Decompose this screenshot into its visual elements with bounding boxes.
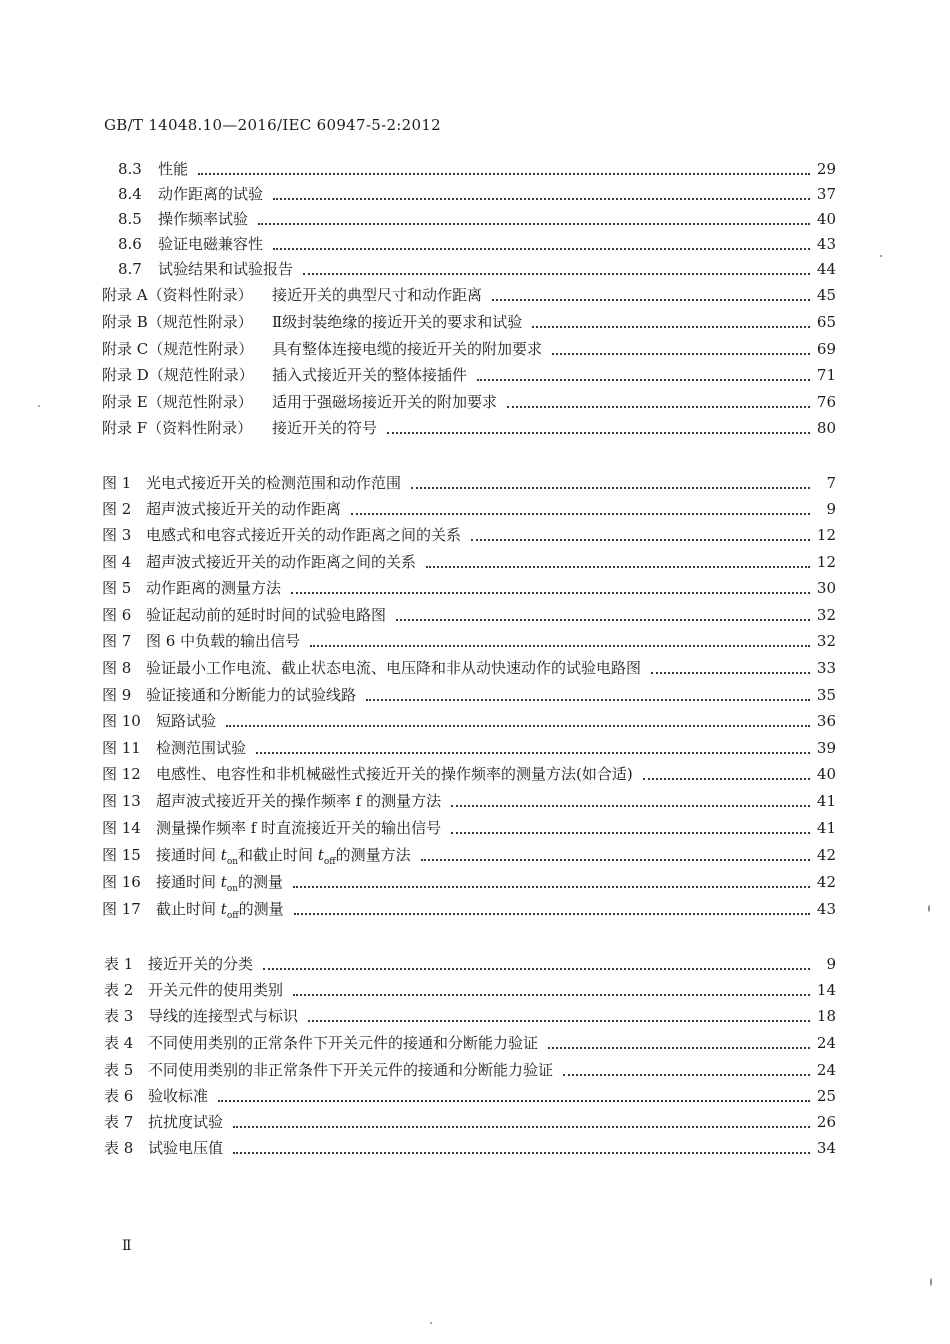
- toc-entry[interactable]: [102, 524, 836, 546]
- dot-leader: [477, 379, 810, 381]
- dot-leader: [492, 299, 810, 301]
- entry-number: 8.6: [118, 235, 142, 253]
- entry-page: 29: [816, 160, 836, 178]
- toc-entry[interactable]: [102, 311, 836, 333]
- entry-page: 25: [816, 1087, 836, 1105]
- dot-leader: [233, 1126, 810, 1128]
- entry-number: 图 8: [102, 659, 132, 677]
- dot-leader: [273, 248, 810, 250]
- dot-leader: [451, 805, 810, 807]
- dot-leader: [563, 1074, 810, 1076]
- dot-leader: [426, 566, 810, 568]
- dot-leader: [263, 968, 810, 970]
- dot-leader: [294, 913, 810, 915]
- entry-number: 表 6: [104, 1087, 134, 1105]
- toc-entry[interactable]: [102, 657, 836, 679]
- scan-speck: [880, 255, 882, 257]
- entry-title: 截止时间 $t_{off}$的测量: [156, 900, 284, 921]
- entry-page: 18: [816, 1007, 836, 1025]
- entry-number: 图 3: [102, 526, 132, 544]
- dot-leader: [218, 1100, 810, 1102]
- entry-number: 图 4: [102, 553, 132, 571]
- entry-title: 验证接通和分断能力的试验线路: [146, 686, 357, 704]
- entry-number: 附录 C（规范性附录）: [102, 340, 254, 358]
- entry-title: 接近开关的典型尺寸和动作距离: [272, 286, 483, 304]
- entry-number: 附录 D（规范性附录）: [102, 366, 254, 384]
- entry-page: 24: [816, 1061, 836, 1079]
- entry-page: 7: [826, 474, 836, 492]
- dot-leader: [396, 619, 810, 621]
- entry-title: 验收标准: [148, 1087, 209, 1105]
- entry-number: 8.4: [118, 185, 142, 203]
- entry-page: 9: [826, 955, 836, 973]
- page-number-footer: Ⅱ: [122, 1238, 132, 1254]
- entry-page: 14: [816, 981, 836, 999]
- dot-leader: [291, 592, 810, 594]
- toc-entry[interactable]: [118, 158, 836, 180]
- toc-entry[interactable]: [102, 472, 836, 494]
- dot-leader: [421, 859, 810, 861]
- entry-page: 80: [816, 419, 836, 437]
- scan-speck: [928, 905, 930, 912]
- entry-title: 电感式和电容式接近开关的动作距离之间的关系: [146, 526, 462, 544]
- entry-title: 验证最小工作电流、截止状态电流、电压降和非从动快速动作的试验电路图: [146, 659, 642, 677]
- time-symbol: t: [220, 900, 227, 918]
- dot-leader: [310, 645, 810, 647]
- entry-title: 性能: [158, 160, 189, 178]
- entry-page: 39: [816, 739, 836, 757]
- entry-page: 45: [816, 286, 836, 304]
- entry-number: 表 2: [104, 981, 134, 999]
- toc-entry[interactable]: [102, 604, 836, 626]
- time-symbol: t: [317, 846, 324, 864]
- entry-page: 12: [816, 526, 836, 544]
- entry-title: 具有整体连接电缆的接近开关的附加要求: [272, 340, 543, 358]
- toc-entry[interactable]: [102, 417, 836, 439]
- entry-title: 不同使用类别的正常条件下开关元件的接通和分断能力验证: [148, 1034, 539, 1052]
- dot-leader: [532, 326, 810, 328]
- entry-title: 电感性、电容性和非机械磁性式接近开关的操作频率的测量方法(如合适): [156, 765, 633, 783]
- toc-entry[interactable]: [104, 979, 836, 1001]
- entry-page: 32: [816, 632, 836, 650]
- toc-entry[interactable]: [102, 844, 836, 866]
- toc-entry[interactable]: [102, 338, 836, 360]
- dot-leader: [233, 1152, 810, 1154]
- toc-entry[interactable]: [102, 790, 836, 812]
- entry-page: 76: [816, 393, 836, 411]
- dot-leader: [471, 539, 810, 541]
- dot-leader: [507, 406, 810, 408]
- toc-entry[interactable]: [118, 233, 836, 255]
- entry-number: 表 7: [104, 1113, 134, 1131]
- entry-number: 表 8: [104, 1139, 134, 1157]
- entry-page: 32: [816, 606, 836, 624]
- entry-page: 30: [816, 579, 836, 597]
- entry-number: 图 16: [102, 873, 141, 891]
- toc-entry[interactable]: [104, 1137, 836, 1159]
- dot-leader: [451, 832, 810, 834]
- dot-leader: [256, 752, 810, 754]
- time-symbol: t: [220, 873, 227, 891]
- entry-title: 验证起动前的延时时间的试验电路图: [146, 606, 387, 624]
- dot-leader: [643, 778, 810, 780]
- entry-title: 操作频率试验: [158, 210, 249, 228]
- entry-number: 表 4: [104, 1034, 134, 1052]
- standard-header: GB/T 14048.10—2016/IEC 60947-5-2:2012: [104, 116, 442, 134]
- entry-page: 36: [816, 712, 836, 730]
- entry-title: 接近开关的符号: [272, 419, 378, 437]
- entry-title: 超声波式接近开关的操作频率 f 的测量方法: [156, 792, 442, 810]
- entry-number: 附录 A（资料性附录）: [102, 286, 253, 304]
- entry-page: 34: [816, 1139, 836, 1157]
- dot-leader: [351, 513, 810, 515]
- entry-title: 开关元件的使用类别: [148, 981, 284, 999]
- entry-page: 65: [816, 313, 836, 331]
- entry-title: 超声波式接近开关的动作距离: [146, 500, 342, 518]
- entry-number: 图 5: [102, 579, 132, 597]
- toc-entry[interactable]: [102, 710, 836, 732]
- dot-leader: [366, 699, 810, 701]
- entry-number: 附录 F（资料性附录）: [102, 419, 253, 437]
- toc-entry[interactable]: [102, 763, 836, 785]
- entry-title: Ⅱ级封装绝缘的接近开关的要求和试验: [272, 313, 523, 331]
- toc-entry[interactable]: [102, 817, 836, 839]
- entry-title: 导线的连接型式与标识: [148, 1007, 299, 1025]
- toc-entry[interactable]: [102, 737, 836, 759]
- dot-leader: [387, 432, 810, 434]
- entry-page: 43: [816, 235, 836, 253]
- dot-leader: [303, 273, 810, 275]
- entry-title: 测量操作频率 f 时直流接近开关的输出信号: [156, 819, 442, 837]
- entry-title: 适用于强磁场接近开关的附加要求: [272, 393, 498, 411]
- entry-number: 8.5: [118, 210, 142, 228]
- dot-leader: [411, 487, 810, 489]
- entry-title: 插入式接近开关的整体接插件: [272, 366, 468, 384]
- toc-entry[interactable]: [118, 208, 836, 230]
- entry-number: 图 9: [102, 686, 132, 704]
- entry-page: 26: [816, 1113, 836, 1131]
- dot-leader: [293, 886, 810, 888]
- entry-title: 抗扰度试验: [148, 1113, 224, 1131]
- dot-leader: [273, 198, 810, 200]
- entry-title: 接通时间 $t_{on}$的测量: [156, 873, 284, 894]
- dot-leader: [552, 353, 810, 355]
- entry-title: 接通时间 $t_{on}$和截止时间 $t_{off}$的测量方法: [156, 846, 411, 867]
- entry-page: 40: [816, 210, 836, 228]
- toc-entry[interactable]: [102, 498, 836, 520]
- entry-number: 8.3: [118, 160, 142, 178]
- entry-page: 42: [816, 873, 836, 891]
- entry-page: 44: [816, 260, 836, 278]
- toc-entry[interactable]: [104, 1111, 836, 1133]
- entry-number: 图 10: [102, 712, 141, 730]
- scan-speck: [430, 1322, 432, 1324]
- toc-entry[interactable]: [102, 630, 836, 652]
- toc-entry[interactable]: [102, 898, 836, 920]
- toc-entry[interactable]: [102, 551, 836, 573]
- entry-title: 动作距离的测量方法: [146, 579, 282, 597]
- entry-number: 图 15: [102, 846, 141, 864]
- entry-page: 33: [816, 659, 836, 677]
- toc-entry[interactable]: [102, 577, 836, 599]
- dot-leader: [198, 173, 810, 175]
- toc-entry[interactable]: [118, 183, 836, 205]
- entry-page: 69: [816, 340, 836, 358]
- toc-entry[interactable]: [102, 364, 836, 386]
- scan-speck: [930, 1278, 932, 1286]
- toc-entry[interactable]: [102, 871, 836, 893]
- entry-page: 71: [816, 366, 836, 384]
- toc-entry[interactable]: [104, 1059, 836, 1081]
- entry-title: 验证电磁兼容性: [158, 235, 264, 253]
- entry-title: 超声波式接近开关的动作距离之间的关系: [146, 553, 417, 571]
- entry-title: 检测范围试验: [156, 739, 247, 757]
- entry-page: 40: [816, 765, 836, 783]
- entry-number: 表 3: [104, 1007, 134, 1025]
- entry-number: 图 6: [102, 606, 132, 624]
- entry-title: 试验电压值: [148, 1139, 224, 1157]
- dot-leader: [548, 1047, 810, 1049]
- entry-number: 图 14: [102, 819, 141, 837]
- toc-entry[interactable]: [102, 391, 836, 413]
- entry-number: 图 17: [102, 900, 141, 918]
- entry-number: 图 1: [102, 474, 132, 492]
- toc-entry[interactable]: [104, 1032, 836, 1054]
- entry-title: 试验结果和试验报告: [158, 260, 294, 278]
- entry-page: 24: [816, 1034, 836, 1052]
- toc-entry[interactable]: [104, 953, 836, 975]
- entry-number: 图 2: [102, 500, 132, 518]
- toc-entry[interactable]: [104, 1005, 836, 1027]
- entry-page: 42: [816, 846, 836, 864]
- toc-entry[interactable]: [102, 284, 836, 306]
- toc-entry[interactable]: [118, 258, 836, 280]
- entry-number: 图 7: [102, 632, 132, 650]
- entry-title: 光电式接近开关的检测范围和动作范围: [146, 474, 402, 492]
- toc-entry[interactable]: [102, 684, 836, 706]
- entry-title: 不同使用类别的非正常条件下开关元件的接通和分断能力验证: [148, 1061, 554, 1079]
- entry-page: 41: [816, 819, 836, 837]
- entry-number: 8.7: [118, 260, 142, 278]
- entry-number: 图 13: [102, 792, 141, 810]
- dot-leader: [258, 223, 810, 225]
- entry-number: 图 11: [102, 739, 141, 757]
- entry-number: 图 12: [102, 765, 141, 783]
- time-symbol: t: [220, 846, 227, 864]
- dot-leader: [308, 1020, 810, 1022]
- entry-page: 9: [826, 500, 836, 518]
- entry-page: 12: [816, 553, 836, 571]
- entry-title: 图 6 中负载的输出信号: [146, 632, 301, 650]
- entry-page: 37: [816, 185, 836, 203]
- entry-title: 动作距离的试验: [158, 185, 264, 203]
- entry-number: 附录 E（规范性附录）: [102, 393, 253, 411]
- entry-title: 接近开关的分类: [148, 955, 254, 973]
- entry-number: 表 5: [104, 1061, 134, 1079]
- entry-page: 43: [816, 900, 836, 918]
- scan-speck: [38, 405, 40, 407]
- dot-leader: [293, 994, 810, 996]
- entry-page: 41: [816, 792, 836, 810]
- entry-number: 附录 B（规范性附录）: [102, 313, 253, 331]
- toc-entry[interactable]: [104, 1085, 836, 1107]
- entry-page: 35: [816, 686, 836, 704]
- entry-number: 表 1: [104, 955, 134, 973]
- entry-title: 短路试验: [156, 712, 217, 730]
- dot-leader: [226, 725, 810, 727]
- dot-leader: [651, 672, 810, 674]
